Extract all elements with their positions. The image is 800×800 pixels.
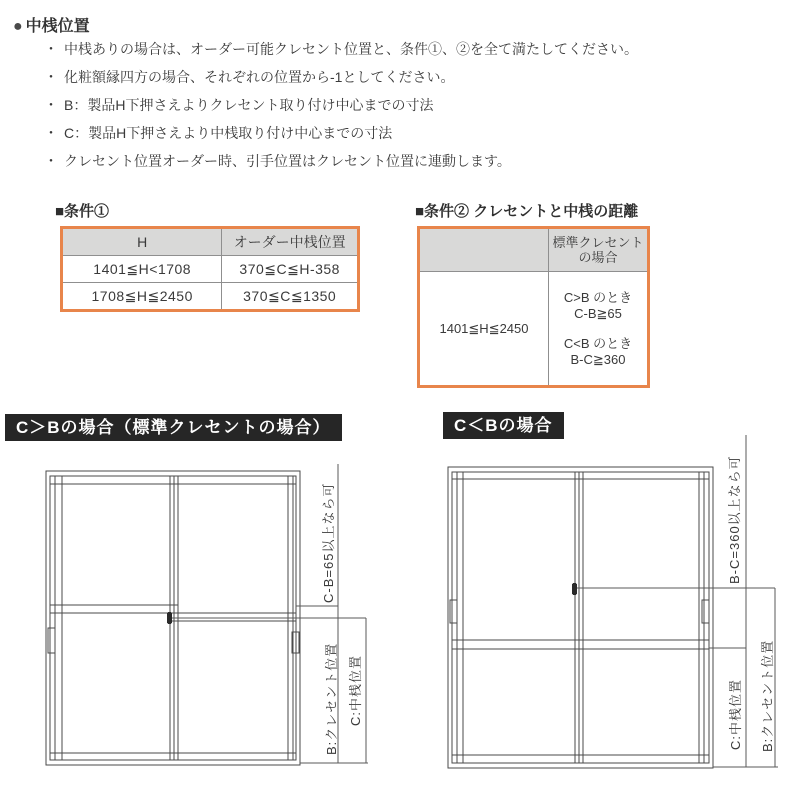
note-text: クレセント位置オーダー時、引手位置はクレセント位置に連動します。: [64, 153, 511, 169]
case-line: C<B のとき: [563, 335, 633, 351]
dim-label-bc: B-C=360以上なら可: [727, 455, 742, 584]
note-item: [44, 154, 784, 169]
window-diagram-left: [46, 464, 368, 765]
page-title-row: [13, 13, 90, 36]
table2-corner-cell: [419, 228, 549, 272]
condition1-heading: ■条件①: [55, 203, 110, 220]
table-cell: 1401≦H<1708: [62, 256, 222, 283]
note-text: 化粧額縁四方の場合、それぞれの位置から-1としてください。: [64, 69, 455, 85]
spacer: [549, 322, 647, 336]
notes-list: [44, 42, 784, 182]
note-text: B：製品H下押さえよりクレセント取り付け中心までの寸法: [64, 97, 434, 113]
header-line: 標準クレセント: [552, 235, 644, 250]
diagram-right-header-bar: C＜Bの場合: [443, 412, 564, 439]
case-line: B-C≧360: [570, 351, 626, 367]
list-bullet-icon: ・: [44, 97, 58, 113]
table-cell-conditions: [549, 272, 649, 387]
note-item: [44, 42, 784, 57]
pull-handle-icon: [292, 632, 299, 653]
dim-label-c: C:中桟位置: [348, 654, 363, 726]
list-bullet-icon: ・: [44, 69, 58, 85]
note-item: [44, 98, 784, 113]
table-cell: 1708≦H≦2450: [62, 283, 222, 311]
table-row: [419, 272, 649, 387]
list-bullet-icon: ・: [44, 125, 58, 141]
table-cell-h-range: 1401≦H≦2450: [419, 272, 549, 387]
window-diagram-right: [448, 435, 778, 768]
dim-label-cb: C-B=65以上なら可: [321, 482, 336, 603]
table-cell: 370≦C≦H-358: [222, 256, 359, 283]
list-bullet-icon: ・: [44, 41, 58, 57]
crescent-lock-icon: [572, 583, 577, 595]
dim-label-b: B:クレセント位置: [760, 639, 775, 752]
dimension-lines-left: [172, 464, 368, 763]
condition2-heading: ■条件② クレセントと中桟の距離: [415, 203, 639, 220]
case-line: C>B のとき: [563, 289, 633, 305]
condition2-table: [417, 226, 650, 388]
table-row: [62, 256, 359, 283]
note-item: [44, 126, 784, 141]
dim-label-c: C:中桟位置: [728, 678, 743, 750]
condition1-table: [60, 226, 360, 312]
pull-handle-icon: [450, 600, 457, 623]
note-text: C：製品H下押さえより中桟取り付け中心までの寸法: [64, 125, 393, 141]
crescent-lock-icon: [167, 612, 172, 624]
diagram-left-header-bar: C＞Bの場合（標準クレセントの場合）: [5, 414, 342, 441]
page-title: 中桟位置: [25, 18, 90, 35]
table-cell: 370≦C≦1350: [222, 283, 359, 311]
list-bullet-icon: ・: [44, 153, 58, 169]
table1-header-h: H: [62, 228, 222, 256]
table1-header-order: オーダー中桟位置: [222, 228, 359, 256]
window-frame-lines: [46, 471, 300, 765]
header-line: の場合: [578, 250, 618, 265]
case-line: C-B≧65: [574, 305, 622, 321]
note-item: [44, 70, 784, 85]
table-row: [62, 283, 359, 311]
bullet-circle-icon: ●: [13, 18, 23, 35]
dim-label-b: B:クレセント位置: [324, 642, 339, 755]
window-frame-lines: [448, 467, 713, 768]
dimension-lines-right: [577, 435, 778, 767]
note-text: 中桟ありの場合は、オーダー可能クレセント位置と、条件①、②を全て満たしてください。: [64, 41, 638, 57]
pull-handle-icon: [702, 600, 709, 623]
pull-handle-icon: [48, 628, 55, 653]
table2-header-standard-crescent: [549, 228, 649, 272]
